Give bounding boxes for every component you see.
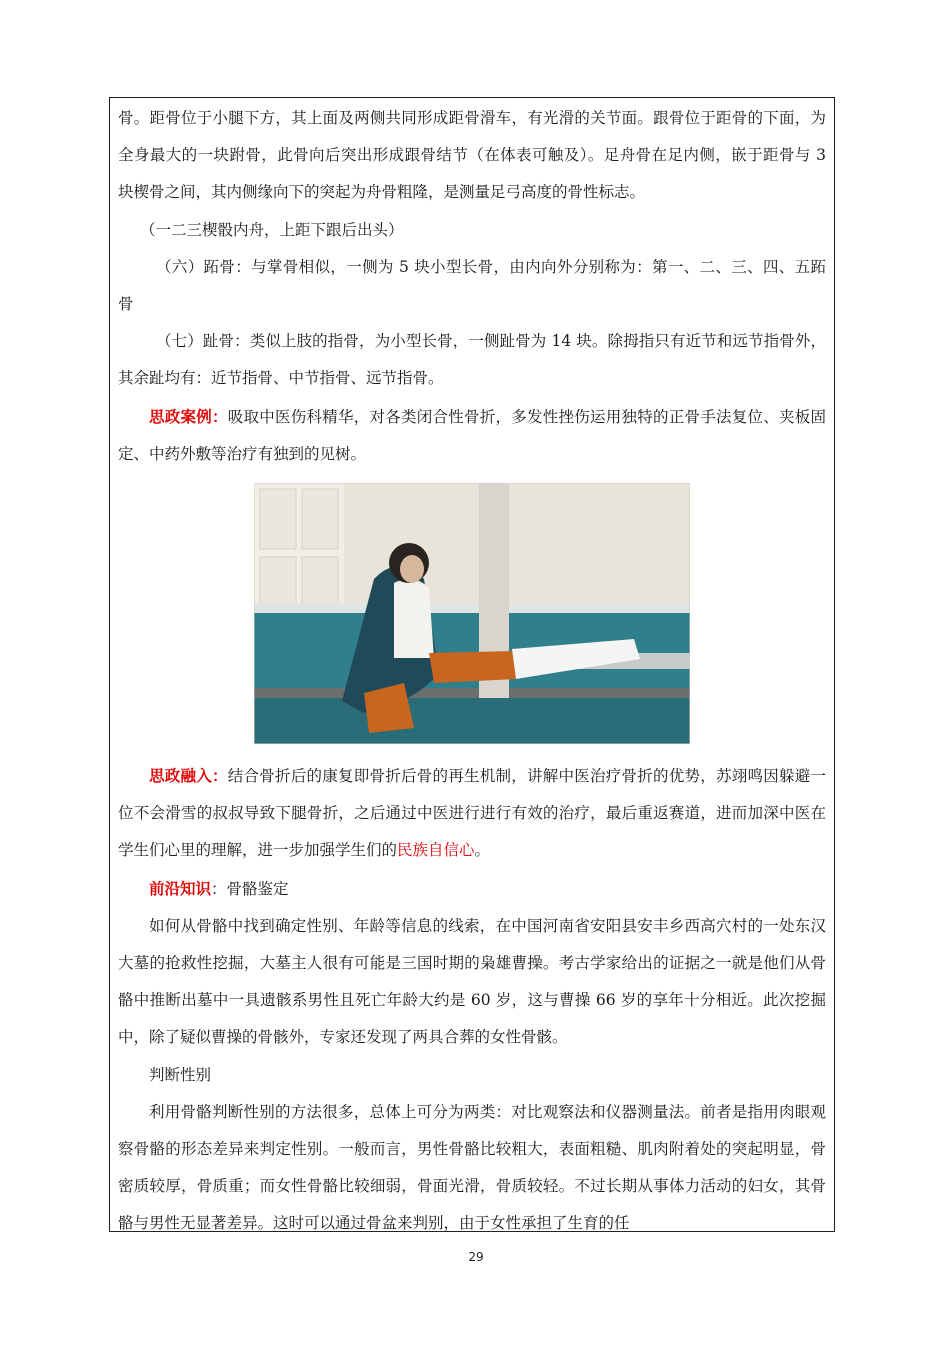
fusion-end: 。 bbox=[474, 841, 491, 860]
case-label: 思政案例： bbox=[149, 406, 228, 426]
fusion-highlight: 民族自信心 bbox=[397, 841, 475, 860]
subheading-sex: 判断性别 bbox=[149, 1065, 212, 1084]
mnemonic-line: （一二三楔骰内舟，上距下跟后出头） bbox=[140, 220, 404, 239]
paragraph-caocao: 如何从骨骼中找到确定性别、年龄等信息的线索，在中国河南省安阳县安丰乡西高穴村的一处东汉大墓的抢救性挖掘，大墓主人很有可能是三国时期的枭雄曹操。考古学家给出的证据之一就是他们从骨骼中推断出墓中一具遗骸系男性且死亡年龄大约是 60 岁，这与曹操 66 岁的享年十分相近。此次挖掘中，除了疑似曹操的骨骸外，专家还发现了两具合葬的女性骨骸。 bbox=[118, 916, 826, 1047]
page-frame bbox=[109, 97, 835, 1232]
paragraph-frontier bbox=[118, 870, 826, 908]
page-content bbox=[118, 100, 826, 1243]
case-text: 吸取中医伤科精华，对各类闭合性骨折，多发性挫伤运用独特的正骨手法复位、夹板固定、中药外敷等治疗有独到的见树。 bbox=[118, 407, 826, 463]
paragraph-metatarsal: （六）跖骨：与掌骨相似，一侧为 5 块小型长骨，由内向外分别称为：第一、二、三、四、五跖骨 bbox=[118, 257, 826, 314]
frontier-text: ：骨骼鉴定 bbox=[211, 879, 289, 898]
case-photo bbox=[254, 483, 690, 744]
paragraph-methods: 利用骨骼判断性别的方法很多，总体上可分为两类：对比观察法和仪器测量法。前者是指用肉眼观察骨骼的形态差异来判定性别。一般而言，男性骨骼比较粗大，表面粗糙、肌肉附着处的突起明显，骨密质较厚，骨质重；而女性骨骼比较细弱，骨面光滑，骨质较轻。不过长期从事体力活动的妇女，其骨骼与男性无显著差异。这时可以通过骨盆来判别，由于女性承担了生育的任 bbox=[118, 1102, 826, 1233]
paragraph-talus: 骨。距骨位于小腿下方，其上面及两侧共同形成距骨滑车，有光滑的关节面。跟骨位于距骨的下面，为全身最大的一块跗骨，此骨向后突出形成跟骨结节（在体表可触及）。足舟骨在足内侧，嵌于距骨与 3 块楔骨之间，其内侧缘向下的突起为舟骨粗隆，是测量足弓高度的骨性标志。 bbox=[118, 109, 826, 202]
paragraph-case bbox=[118, 398, 826, 473]
fusion-label: 思政融入： bbox=[149, 766, 228, 786]
frontier-label: 前沿知识 bbox=[149, 878, 212, 898]
fusion-text: 结合骨折后的康复即骨折后骨的再生机制，讲解中医治疗骨折的优势，苏翊鸣因躲避一位不会滑雪的叔叔导致下腿骨折，之后通过中医进行进行有效的治疗，最后重返赛道，进而加深中医在学生们心里的理解，进一步加强学生们的 bbox=[118, 767, 826, 860]
paragraph-phalanges: （七）趾骨：类似上肢的指骨，为小型长骨，一侧趾骨为 14 块。除拇指只有近节和远节指骨外，其余趾均有：近节指骨、中节指骨、远节指骨。 bbox=[118, 332, 826, 388]
page-number: 29 bbox=[468, 1250, 484, 1264]
paragraph-fusion bbox=[118, 757, 826, 870]
